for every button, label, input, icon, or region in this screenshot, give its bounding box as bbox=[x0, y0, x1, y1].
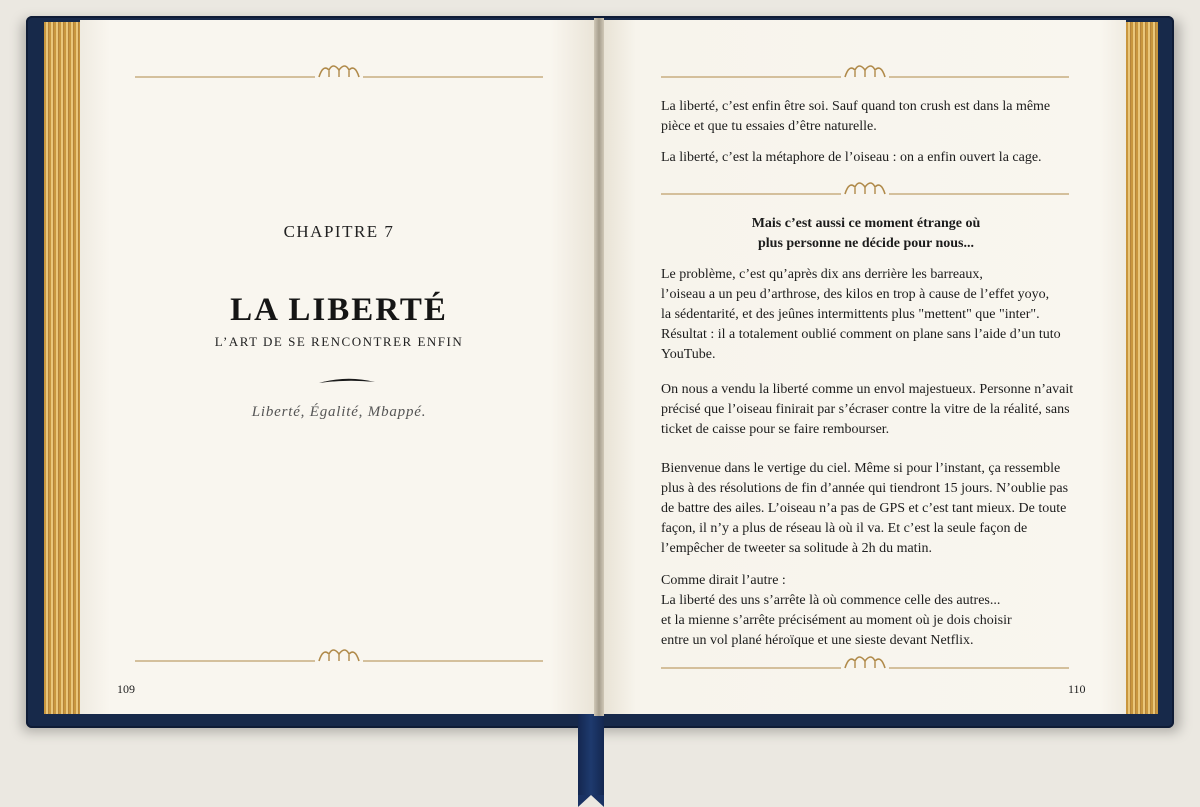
highlight-quote bbox=[661, 214, 1071, 254]
text-line: façon, il n’y a plus de réseau là où il va. Et c’est la seule façon de bbox=[661, 521, 1028, 536]
paragraph bbox=[661, 265, 1091, 365]
text-line: précisé que l’oiseau finirait par s’écraser contre la vitre de la réalité, sans bbox=[661, 402, 1070, 417]
text-line: Comme dirait l’autre : bbox=[661, 573, 786, 588]
paragraph bbox=[661, 380, 1091, 440]
text-line: la sédentarité, et des jeûnes intermittents plus "mettent" que "inter". bbox=[661, 307, 1040, 322]
chapter-subtitle: L’ART DE SE RENCONTRER ENFIN bbox=[214, 334, 464, 349]
paragraph bbox=[661, 571, 1091, 651]
text-line: l’empêcher de tweeter sa solitude à 2h du matin. bbox=[661, 541, 932, 556]
text-line: plus à des résolutions de fin d’année qui tiendront 15 jours. N’oublie pas bbox=[661, 481, 1069, 496]
text-line: et la mienne s’arrête précisément au moment où je dois choisir bbox=[661, 613, 1012, 628]
text-line: Mais c’est aussi ce moment étrange où bbox=[751, 216, 981, 231]
text-line: Le problème, c’est qu’après dix ans derrière les barreaux, bbox=[661, 267, 983, 282]
page-number-left: 109 bbox=[117, 682, 135, 696]
swash-icon bbox=[318, 371, 376, 390]
divider-ornament-icon bbox=[661, 60, 1069, 86]
text-line: ticket de caisse pour se faire rembourser. bbox=[661, 422, 890, 437]
paragraph bbox=[661, 459, 1091, 559]
paragraph bbox=[661, 148, 1091, 168]
text-line: l’oiseau a un peu d’arthrose, des kilos en trop à cause de l’effet yoyo, bbox=[661, 287, 1050, 302]
text-line: plus personne ne décide pour nous... bbox=[757, 236, 974, 251]
left-page[interactable] bbox=[80, 20, 598, 714]
text-line: de battre des ailes. L’oiseau n’a pas de GPS et c’est tant mieux. De toute bbox=[661, 501, 1067, 516]
chapter-title: LA LIBERTÉ bbox=[230, 292, 448, 328]
text-line: La liberté, c’est la métaphore de l’oiseau : on a enfin ouvert la cage. bbox=[661, 150, 1042, 165]
epigraph: Liberté, Égalité, Mbappé. bbox=[251, 404, 427, 420]
text-line: Bienvenue dans le vertige du ciel. Même si pour l’instant, ça ressemble bbox=[661, 461, 1061, 476]
text-line: pièce et que tu essaies d’être naturelle. bbox=[661, 119, 877, 134]
text-line: La liberté des uns s’arrête là où commence celle des autres... bbox=[661, 593, 1001, 608]
chapter-label: CHAPITRE 7 bbox=[283, 222, 395, 241]
left-gilt-edge bbox=[44, 22, 80, 714]
divider-ornament-icon bbox=[661, 651, 1069, 677]
text-line: Résultat : il a totalement oublié comment on plane sans l’aide d’un tuto bbox=[661, 327, 1061, 342]
divider-ornament-icon bbox=[135, 644, 543, 670]
book-gutter bbox=[594, 18, 604, 716]
paragraph bbox=[661, 97, 1091, 137]
text-line: entre un vol plané héroïque et une sieste devant Netflix. bbox=[661, 633, 974, 648]
text-line: YouTube. bbox=[661, 347, 716, 362]
divider-ornament-icon bbox=[661, 177, 1069, 203]
right-gilt-edge bbox=[1126, 22, 1158, 714]
text-line: La liberté, c’est enfin être soi. Sauf quand ton crush est dans la même bbox=[661, 99, 1051, 114]
divider-ornament-icon bbox=[135, 60, 543, 86]
page-number-right: 110 bbox=[1068, 682, 1086, 696]
text-line: On nous a vendu la liberté comme un envol majestueux. Personne n’avait bbox=[661, 382, 1074, 397]
